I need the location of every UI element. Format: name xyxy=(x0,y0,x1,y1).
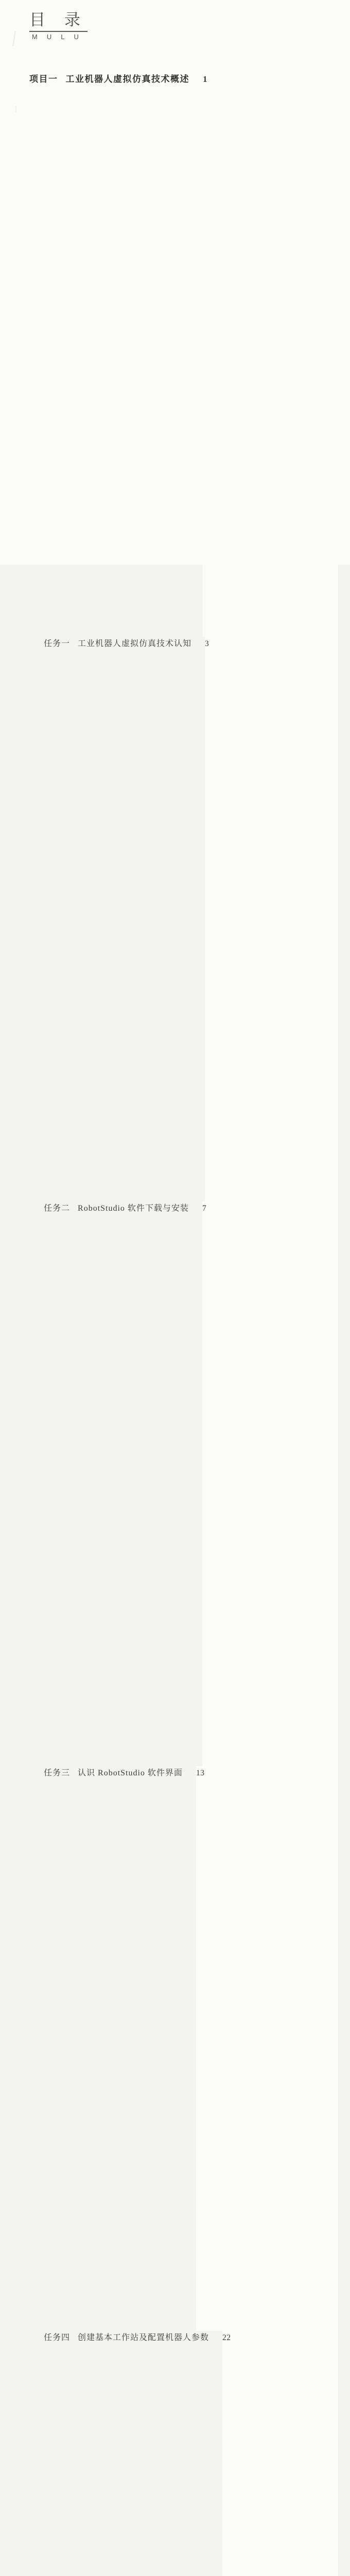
chapter-page-number: 1 xyxy=(203,72,338,637)
task-title: 认识 RobotStudio 软件界面 xyxy=(78,1769,183,1777)
page-title: 目录 xyxy=(29,11,99,29)
page-subtitle-pinyin: MULU xyxy=(32,33,88,41)
task-title: 创建基本工作站及配置机器人参数 xyxy=(78,2333,209,2342)
task-label: 任务一 xyxy=(44,639,71,648)
task-page-number: 7 xyxy=(202,1201,338,1766)
toc-header xyxy=(29,10,99,41)
scan-artifact xyxy=(12,31,16,46)
chapter-row xyxy=(29,72,338,637)
task-label: 任务四 xyxy=(44,2333,71,2342)
title-underline-rule xyxy=(29,31,87,32)
toc-list xyxy=(29,72,338,2576)
task-row xyxy=(29,1201,338,1766)
task-title: 工业机器人虚拟仿真技术认知 xyxy=(78,639,192,648)
chapter-title: 工业机器人虚拟仿真技术概述 xyxy=(65,74,189,84)
chapter-task-list xyxy=(29,637,338,2576)
task-row xyxy=(29,2331,338,2576)
task-label: 任务三 xyxy=(44,1769,71,1777)
scan-artifact xyxy=(15,106,16,113)
task-row xyxy=(29,637,338,1201)
chapter-label: 项目一 xyxy=(29,74,58,84)
task-row xyxy=(29,1766,338,2331)
task-title: RobotStudio 软件下载与安装 xyxy=(78,1204,189,1213)
task-page-number: 3 xyxy=(205,637,338,1201)
toc-section xyxy=(29,72,338,2576)
task-page-number: 13 xyxy=(196,1766,338,2331)
task-page-number: 22 xyxy=(222,2331,338,2576)
task-label: 任务二 xyxy=(44,1204,71,1213)
